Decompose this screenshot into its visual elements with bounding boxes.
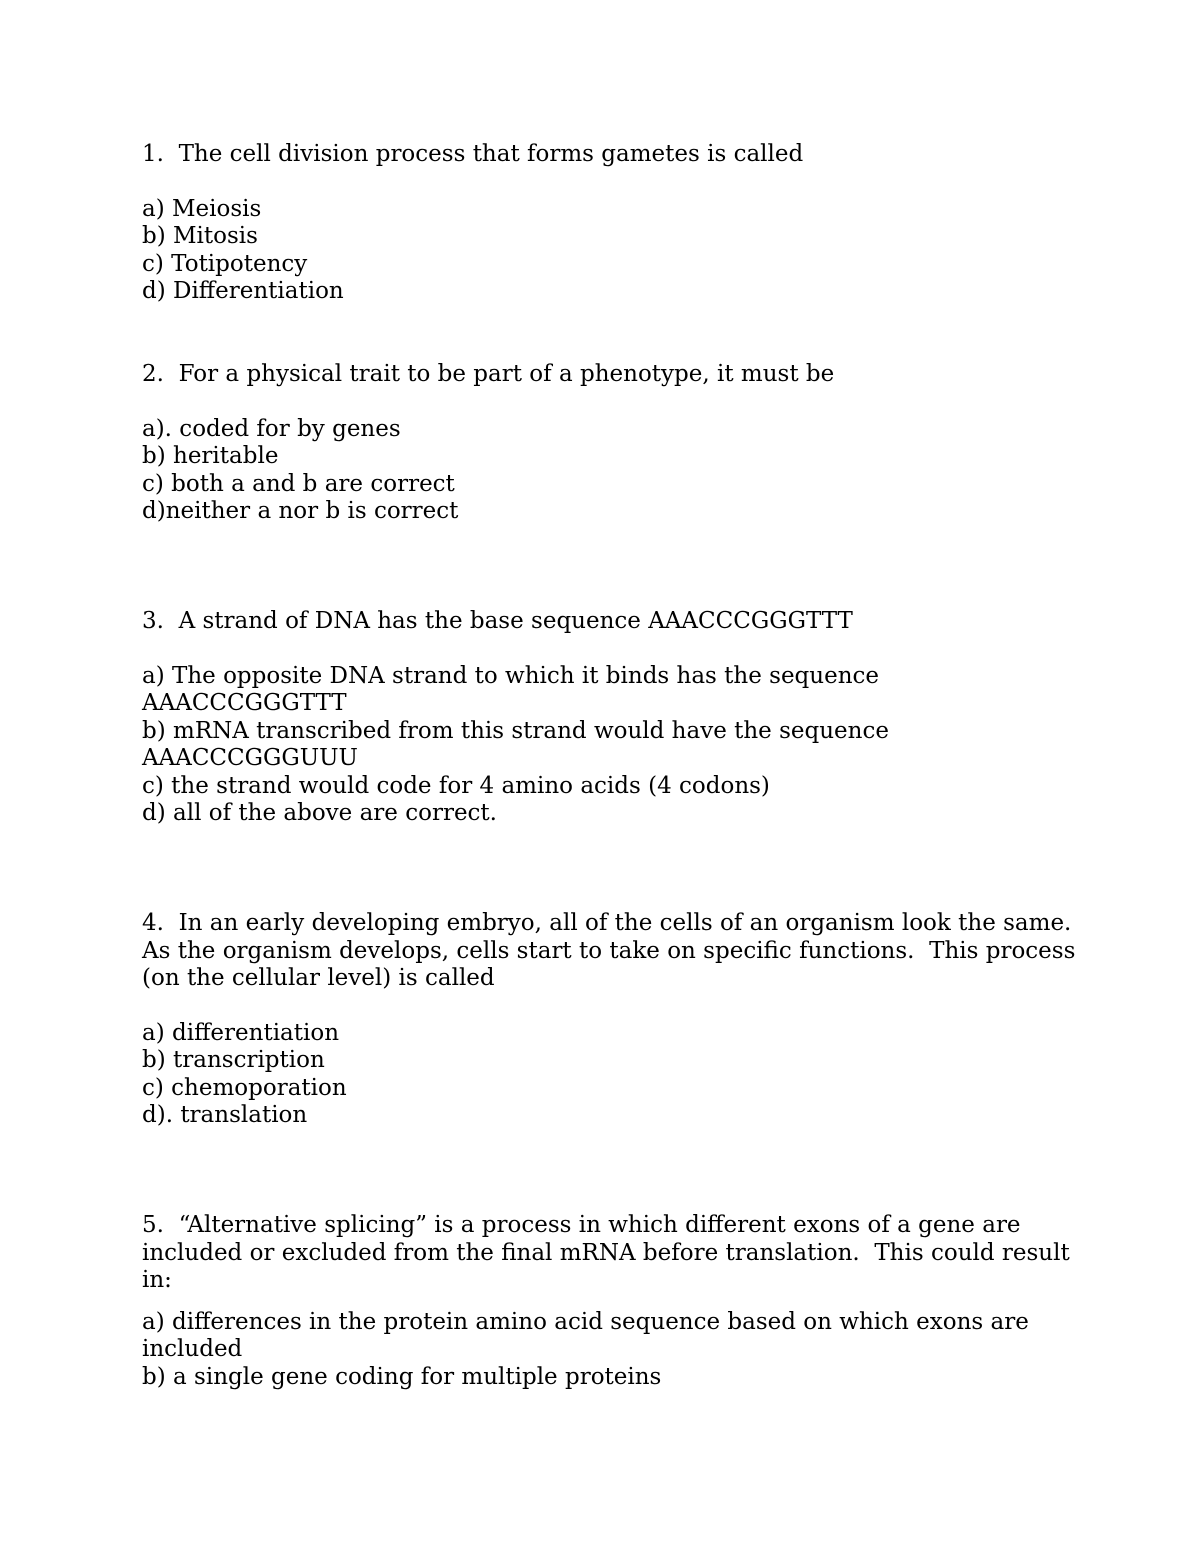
question-2	[142, 361, 1082, 526]
answer-option: c) Totipotency	[142, 250, 308, 277]
answer-option: a). coded for by genes	[142, 415, 401, 442]
answer-option: a) differentiation	[142, 1019, 340, 1046]
answer-options	[142, 416, 1082, 526]
answer-option: b) Mitosis	[142, 223, 258, 249]
question-5	[142, 1212, 1082, 1391]
question-stem: 2. For a physical trait to be part of a phenotype, it must be	[142, 361, 835, 387]
answer-option: b) heritable	[142, 443, 279, 469]
answer-options	[142, 1020, 1082, 1130]
answer-option: c) both a and b are correct	[142, 470, 455, 497]
answer-option: c) chemoporation	[142, 1074, 347, 1101]
answer-option: b) a single gene coding for multiple proteins	[142, 1363, 662, 1390]
answer-option: a) differences in the protein amino acid sequence based on which exons are included	[142, 1308, 1037, 1362]
answer-option: b) mRNA transcribed from this strand would have the sequence AAACCCGGGUUU	[142, 717, 897, 771]
question-stem: 5. “Alternative splicing” is a process in which different exons of a gene are included or excluded from the final mRNA before translation. This could result in:	[142, 1212, 1078, 1293]
answer-option: d) Differentiation	[142, 278, 344, 304]
answer-option: d). translation	[142, 1102, 308, 1128]
answer-option: a) The opposite DNA strand to which it binds has the sequence AAACCCGGGTTT	[142, 662, 887, 716]
answer-option: d) all of the above are correct.	[142, 800, 497, 826]
question-stem: 1. The cell division process that forms gametes is called	[142, 141, 804, 167]
question-1	[142, 141, 1082, 306]
answer-option: a) Meiosis	[142, 195, 262, 222]
question-stem: 4. In an early developing embryo, all of the cells of an organism look the same. As the organism develops, cells start to take on specific functions. This process (on the cellular level) is called	[142, 910, 1086, 991]
answer-options	[142, 196, 1082, 306]
answer-option: b) transcription	[142, 1047, 325, 1073]
answer-option: c) the strand would code for 4 amino acids (4 codons)	[142, 772, 770, 799]
answer-options	[142, 1309, 1082, 1392]
answer-options	[142, 663, 1082, 828]
question-4	[142, 910, 1086, 1130]
question-3	[142, 608, 1082, 828]
answer-option: d)neither a nor b is correct	[142, 498, 459, 524]
question-stem: 3. A strand of DNA has the base sequence AAACCCGGGTTT	[142, 608, 853, 634]
